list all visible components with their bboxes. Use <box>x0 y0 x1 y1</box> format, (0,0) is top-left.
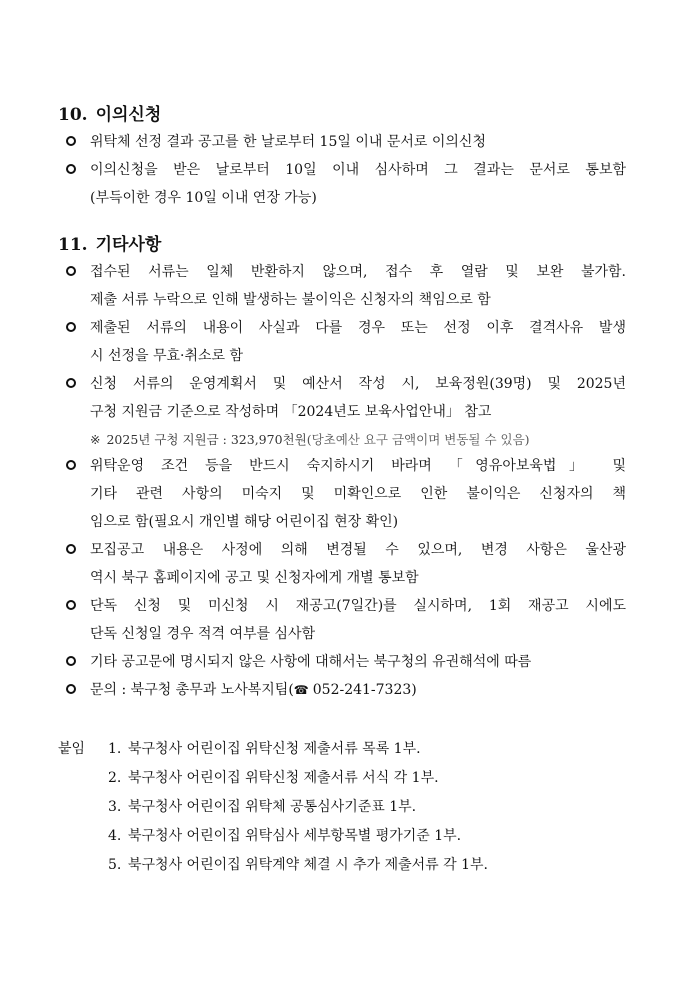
attachment-text: 북구청사 어린이집 위탁체 공통심사기준표 1부. <box>128 799 417 815</box>
list-item <box>66 648 626 676</box>
item-text: 제출된 서류의 내용이 사실과 다를 경우 또는 선정 이후 결격사유 발생 <box>90 320 626 336</box>
attachments-label: 붙임 <box>58 741 86 757</box>
item-text: 구청 지원금 기준으로 작성하며 「2024년도 보육사업안내」 참고 <box>90 404 492 420</box>
item-text: 신청 서류의 운영계획서 및 예산서 작성 시, 보육정원(39명) 및 2025년 <box>90 376 626 392</box>
item-text: 위탁체 선정 결과 공고를 한 날로부터 15일 이내 문서로 이의신청 <box>90 134 486 150</box>
item-text: 역시 북구 홈페이지에 공고 및 신청자에게 개별 통보함 <box>90 570 419 586</box>
attachment-item <box>108 767 439 787</box>
note-text: 2025년 구청 지원금 : 323,970천원 <box>106 432 307 447</box>
list-item <box>66 592 626 648</box>
circle-bullet-icon <box>66 684 76 694</box>
attachment-text: 북구청사 어린이집 위탁심사 세부항목별 평가기준 1부. <box>128 828 462 844</box>
attachment-number: 4. <box>108 828 122 844</box>
circle-bullet-icon <box>66 266 76 276</box>
list-item <box>66 128 626 156</box>
attachment-item <box>108 854 488 874</box>
attachment-item <box>108 738 421 758</box>
section-title: 기타사항 <box>95 235 162 255</box>
attachment-number: 3. <box>108 799 122 815</box>
item-text: (부득이한 경우 10일 이내 연장 가능) <box>90 190 317 206</box>
contact-line <box>90 676 417 704</box>
section-number: 11. <box>58 235 88 255</box>
attachment-item <box>108 825 461 845</box>
item-text: 이의신청을 받은 날로부터 10일 이내 심사하며 그 결과는 문서로 통보함 <box>90 162 626 178</box>
item-text: 접수된 서류는 일체 반환하지 않으며, 접수 후 열람 및 보완 불가함. <box>90 264 626 280</box>
circle-bullet-icon <box>66 544 76 554</box>
list-item <box>66 370 626 426</box>
note-mark: ※ <box>90 432 101 447</box>
circle-bullet-icon <box>66 656 76 666</box>
attachment-text: 북구청사 어린이집 위탁계약 체결 시 추가 제출서류 각 1부. <box>128 857 489 873</box>
item-text: 단독 신청 및 미신청 시 재공고(7일간)를 실시하며, 1회 재공고 시에도 <box>90 598 626 614</box>
section-11-heading <box>58 230 161 255</box>
attachment-number: 5. <box>108 857 122 873</box>
list-item <box>66 156 626 212</box>
item-text: 위탁운영 조건 등을 반드시 숙지하시기 바라며 「영유아보육법」 및 <box>90 458 626 474</box>
list-item <box>66 258 626 314</box>
circle-bullet-icon <box>66 164 76 174</box>
contact-phone: 052-241-7323) <box>312 682 417 698</box>
list-item <box>66 314 626 370</box>
attachment-text: 북구청사 어린이집 위탁신청 제출서류 서식 각 1부. <box>128 770 439 786</box>
item-text: 모집공고 내용은 사정에 의해 변경될 수 있으며, 변경 사항은 울산광 <box>90 542 626 558</box>
note-remark: (당초예산 요구 금액이며 변동될 수 있음) <box>306 432 530 447</box>
item-text: 시 선정을 무효·취소로 함 <box>90 348 244 364</box>
circle-bullet-icon <box>66 600 76 610</box>
section-title: 이의신청 <box>95 105 162 125</box>
telephone-icon: ☎ <box>293 683 309 697</box>
section-number: 10. <box>58 105 88 125</box>
section-10-heading <box>58 100 161 125</box>
attachment-text: 북구청사 어린이집 위탁신청 제출서류 목록 1부. <box>128 741 421 757</box>
attachment-number: 2. <box>108 770 122 786</box>
circle-bullet-icon <box>66 322 76 332</box>
list-item <box>66 676 626 704</box>
contact-text: 문의 : 북구청 총무과 노사복지팀( <box>90 682 294 698</box>
list-item <box>66 536 626 592</box>
support-amount-note <box>90 430 530 448</box>
item-text: 기타 공고문에 명시되지 않은 사항에 대해서는 북구청의 유권해석에 따름 <box>90 654 532 670</box>
list-item <box>66 452 626 536</box>
item-text: 임으로 함(필요시 개인별 해당 어린이집 현장 확인) <box>90 514 399 530</box>
circle-bullet-icon <box>66 378 76 388</box>
attachment-item <box>108 796 416 816</box>
circle-bullet-icon <box>66 136 76 146</box>
circle-bullet-icon <box>66 460 76 470</box>
item-text: 제출 서류 누락으로 인해 발생하는 불이익은 신청자의 책임으로 함 <box>90 292 491 308</box>
attachment-number: 1. <box>108 741 122 757</box>
item-text: 기타 관련 사항의 미숙지 및 미확인으로 인한 불이익은 신청자의 책 <box>90 486 626 502</box>
item-text: 단독 신청일 경우 적격 여부를 심사함 <box>90 626 316 642</box>
